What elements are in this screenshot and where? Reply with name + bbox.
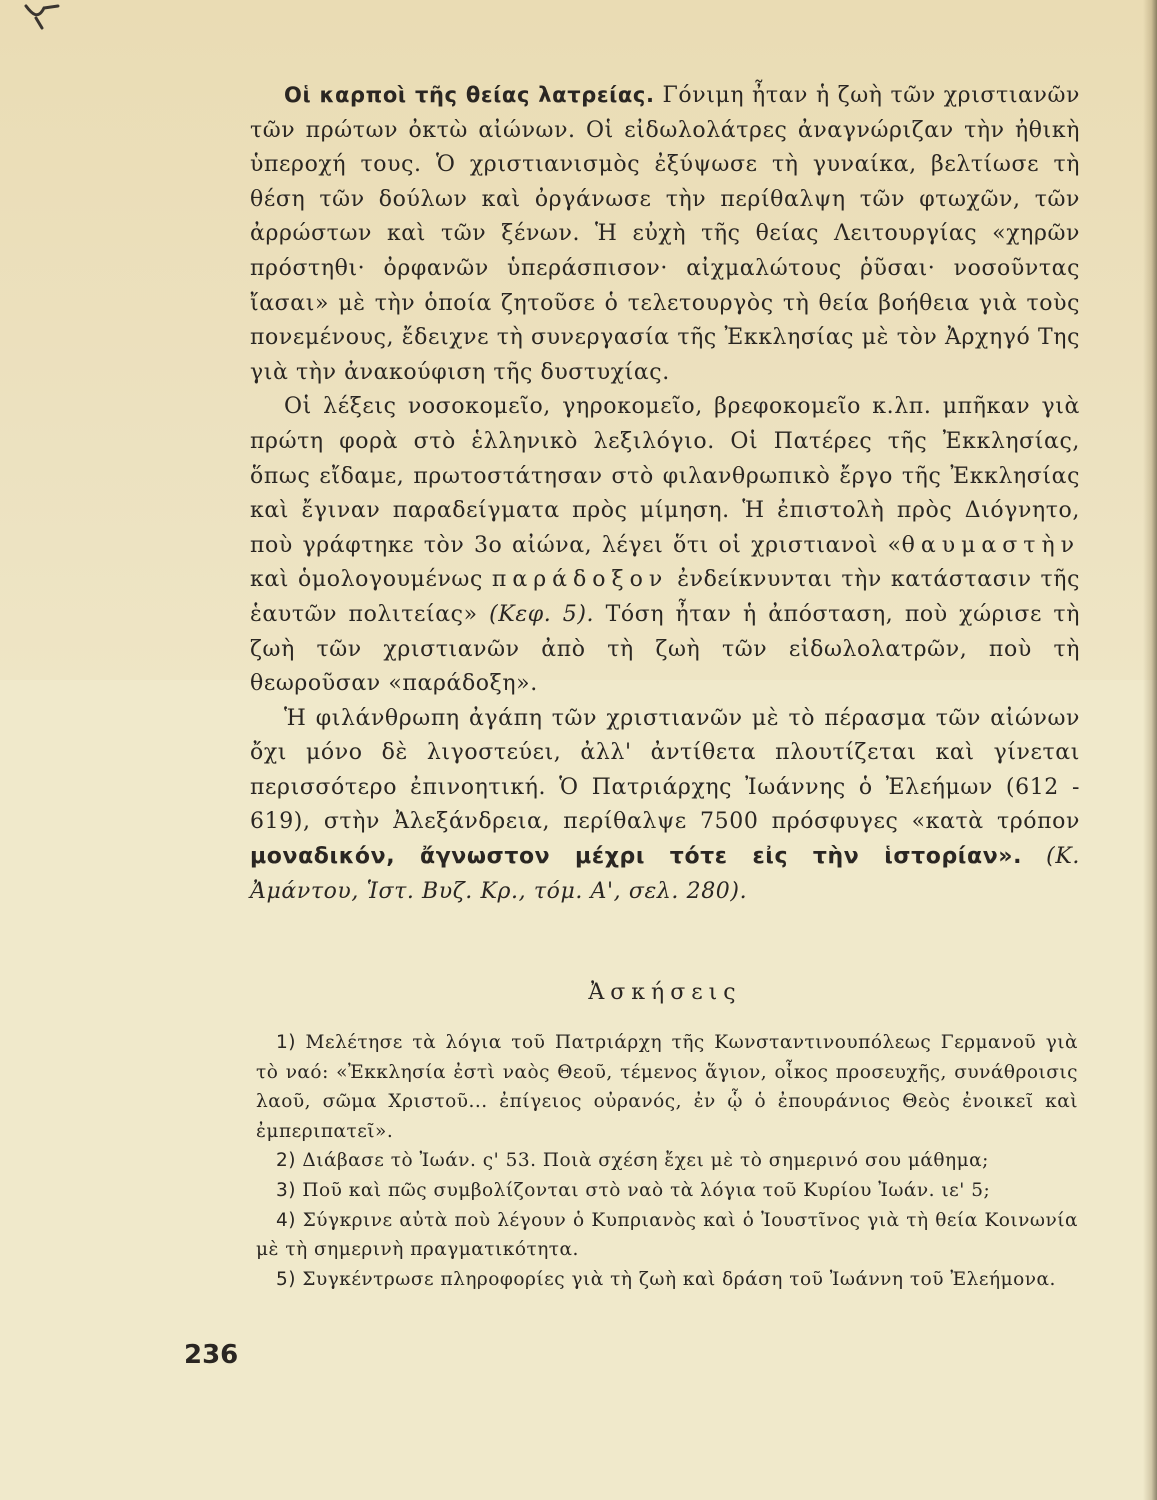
page-binding-edge xyxy=(1143,0,1157,1500)
exercise-number: 1) xyxy=(276,1032,296,1053)
exercise-text: Συγκέντρωσε πληροφορίες γιὰ τὴ ζωὴ καὶ δράση τοῦ Ἰωάννη τοῦ Ἐλεήμονα. xyxy=(296,1268,1056,1290)
exercise-item xyxy=(256,1206,1078,1265)
paragraph-fruits-of-worship xyxy=(250,78,1080,390)
paragraph-text: Γόνιμη ἦταν ἡ ζωὴ τῶν χριστιανῶν τῶν πρώτων ὀκτὼ αἰώνων. Οἱ εἰδωλολάτρες ἀναγνώριζαν τὴν ἠθικὴ ὑπεροχή τους. Ὁ χριστιανισμὸς ἐξύψωσε τὴ γυναίκα, βελτίωσε τὴ θέση τῶν δούλων καὶ ὀργάνωσε τὴν περίθαλψη τῶν φτωχῶν, τῶν ἀρρώστων καὶ τῶν ξένων. Ἡ εὐχὴ τῆς θείας Λειτουργίας «χηρῶν πρόστηθι· ὀρφανῶν ὑπεράσπισον· αἰχμαλώτους ῥῦσαι· νοσοῦντας ἴασαι» μὲ τὴν ὁποία ζητοῦσε ὁ τελετουργὸς τὴ θεία βοήθεια γιὰ τοὺς πονεμένους, ἔδειχνε τὴ συνεργασία τῆς Ἐκκλησίας μὲ τὸν Ἀρχηγό Της γιὰ τὴν ἀνακούφιση τῆς δυστυχίας. xyxy=(250,83,1080,385)
paragraph-text: Ἡ φιλάνθρωπη ἀγάπη τῶν χριστιανῶν μὲ τὸ πέρασμα τῶν αἰώνων ὄχι μόνο δὲ λιγοστεύει, ἀλλ' ἀντίθετα πλουτίζεται καὶ γίνεται περισσότερο ἐπινοητική. Ὁ Πατριάρχης Ἰωάννης ὁ Ἐλεήμων (612 - 619), στὴν Ἀλεξάνδρεια, περίθαλψε 7500 πρόσφυγες «κατὰ τρόπον xyxy=(250,705,1080,835)
paragraph-text: ἐνδείκνυνται τὴν κατάστασιν τῆς ἑαυτῶν πολιτείας» xyxy=(250,567,1081,627)
exercise-item xyxy=(256,1265,1078,1295)
exercise-text: Μελέτησε τὰ λόγια τοῦ Πατριάρχη τῆς Κωνσταντινουπόλεως Γερμανοῦ γιὰ τὸ ναό: «Ἐκκλησία ἐστὶ ναὸς Θεοῦ, τέμενος ἅγιον, οἶκος προσευχῆς, συνάθροισις λαοῦ, σῶμα Χριστοῦ... ἐπίγειος οὐρανός, ἐν ᾧ ὁ ἐπουράνιος Θεὸς ἐνοικεῖ καὶ ἐμπεριπατεῖ». xyxy=(256,1032,1078,1142)
pen-mark-icon xyxy=(22,0,62,30)
exercise-text: Ποῦ καὶ πῶς συμβολίζονται στὸ ναὸ τὰ λόγια τοῦ Κυρίου Ἰωάν. ιε' 5; xyxy=(296,1179,991,1201)
exercise-item xyxy=(256,1146,1078,1176)
exercise-number: 3) xyxy=(276,1179,296,1201)
bold-quote: μοναδικόν, ἄγνωστον μέχρι τότε εἰς τὴν ἱστορίαν». xyxy=(250,844,1023,870)
paragraph-new-words xyxy=(250,390,1080,701)
main-text xyxy=(250,78,1080,909)
exercise-item xyxy=(256,1028,1078,1146)
page-number: 236 xyxy=(184,1340,239,1370)
section-heading: Οἱ καρποὶ τῆς θείας λατρείας. xyxy=(284,83,655,107)
exercise-text: Διάβασε τὸ Ἰωάν. ς' 53. Ποιὰ σχέση ἔχει μὲ τὸ σημερινό σου μάθημα; xyxy=(296,1150,989,1172)
reference-citation: (Κ. Ἀμάντου, Ἱστ. Βυζ. Κρ., τόμ. Α', σελ. 280). xyxy=(250,844,1080,904)
exercise-number: 4) xyxy=(276,1209,296,1231)
paragraph-text: καὶ ὁμολογουμένως xyxy=(250,567,492,593)
exercises-heading: Ἀσκήσεις xyxy=(588,980,742,1005)
exercise-text: Σύγκρινε αὐτὰ ποὺ λέγουν ὁ Κυπριανὸς καὶ ὁ Ἰουστῖνος γιὰ τὴ θεία Κοινωνία μὲ τὴ σημερινὴ πραγματικότητα. xyxy=(256,1209,1078,1261)
exercise-item xyxy=(256,1176,1078,1206)
paragraph-text: Τόση ἦταν ἡ ἀπόσταση, ποὺ χώρισε τὴ ζωὴ τῶν χριστιανῶν ἀπὸ τὴ ζωὴ τῶν εἰδωλολατρῶν, ποὺ τὴ θεωροῦσαν «παράδοξη». xyxy=(250,601,1080,697)
paragraph-philanthropic-love xyxy=(250,702,1080,910)
exercise-number: 2) xyxy=(276,1150,296,1172)
paragraph-text: Οἱ λέξεις νοσοκομεῖο, γηροκομεῖο, βρεφοκομεῖο κ.λπ. μπῆκαν γιὰ πρώτη φορὰ στὸ ἑλληνικὸ λεξιλόγιο. Οἱ Πατέρες τῆς Ἐκκλησίας, ὅπως εἴδαμε, πρωτοστάτησαν στὸ φιλανθρωπικὸ ἔργο τῆς Ἐκκλησίας καὶ ἔγιναν παραδείγματα πρὸς μίμηση. Ἡ ἐπιστολὴ πρὸς Διόγνητο, ποὺ γράφτηκε τὸν 3ο αἰώνα, λέγει ὅτι οἱ χριστιανοὶ « xyxy=(250,394,1080,558)
spaced-quote-word: παράδοξον xyxy=(491,567,669,593)
exercise-number: 5) xyxy=(276,1268,296,1290)
reference-citation: (Κεφ. 5). xyxy=(489,601,595,627)
spaced-quote-word: θαυμαστὴν xyxy=(901,532,1080,558)
exercises-list xyxy=(256,1028,1078,1294)
